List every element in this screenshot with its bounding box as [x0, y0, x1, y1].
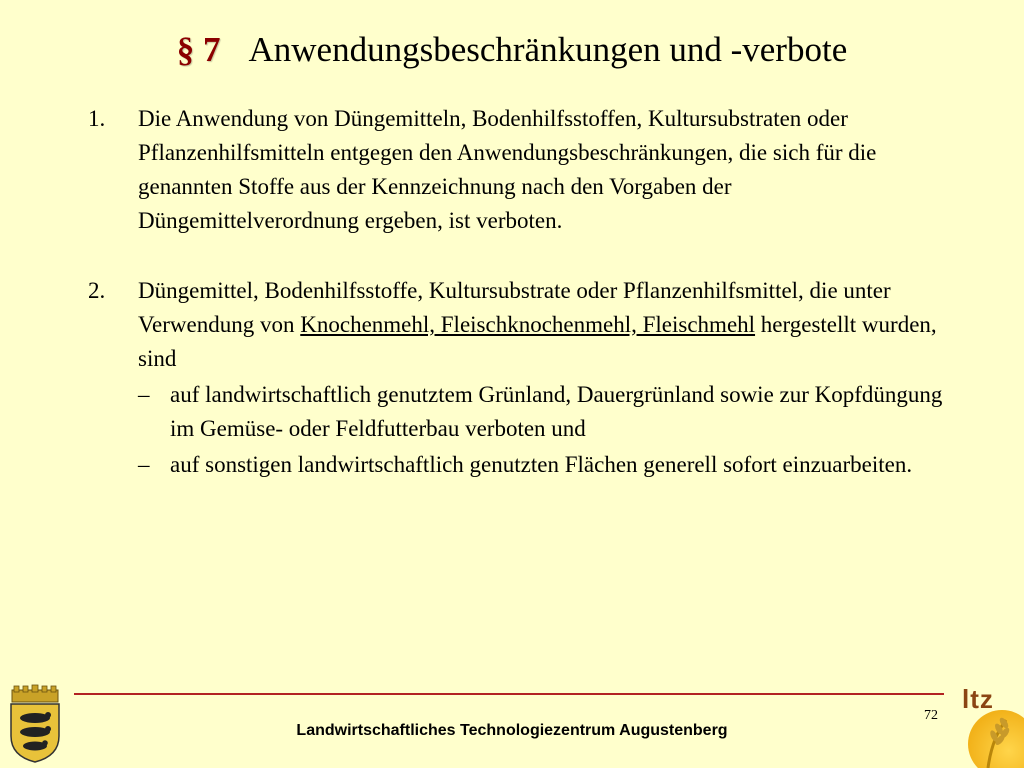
- slide-body: [88, 102, 948, 482]
- list-item: [88, 102, 948, 238]
- item-text: Die Anwendung von Düngemitteln, Bodenhilfsstoffen, Kultursubstraten oder Pflanzenhilfsmitteln entgegen den Anwendungsbeschränkungen, die sich für die genannten Stoffe aus der Kennzeichnung nach den Vorgaben der Düngemittelverordnung ergeben, ist verboten.: [138, 106, 877, 233]
- title-text: Anwendungsbeschränkungen und -verbote: [248, 30, 848, 69]
- item-number: 1.: [88, 106, 106, 131]
- item-number: 2.: [88, 278, 106, 303]
- item-text-after: hergestellt wurden, sind: [138, 312, 937, 371]
- sub-item-text: auf landwirtschaftlich genutztem Grünland, Dauergrünland sowie zur Kopfdüngung im Gemüse- oder Feldfutterbau verboten und: [170, 382, 943, 441]
- ltz-logo-text: ltz: [962, 684, 994, 714]
- dash-bullet: –: [138, 382, 150, 407]
- list-item: [88, 274, 948, 482]
- page-number: 72: [924, 708, 938, 723]
- footer-institution: Landwirtschaftliches Technologiezentrum Augustenberg: [296, 722, 728, 739]
- dash-bullet: –: [138, 452, 150, 477]
- sub-item: [138, 378, 948, 446]
- sub-item: [138, 448, 948, 482]
- item-text: [138, 274, 948, 376]
- section-number: § 7: [176, 30, 221, 69]
- underlined-text: Knochenmehl, Fleischknochenmehl, Fleischmehl: [300, 312, 756, 337]
- sub-item-text: auf sonstigen landwirtschaftlich genutzten Flächen generell sofort einzuarbeiten.: [170, 452, 913, 477]
- slide-title: [0, 28, 1024, 72]
- footer-divider: [74, 693, 944, 695]
- item-text-before: Düngemittel, Bodenhilfsstoffe, Kultursubstrate oder Pflanzenhilfsmittel, die unter Verwendung von: [138, 278, 891, 337]
